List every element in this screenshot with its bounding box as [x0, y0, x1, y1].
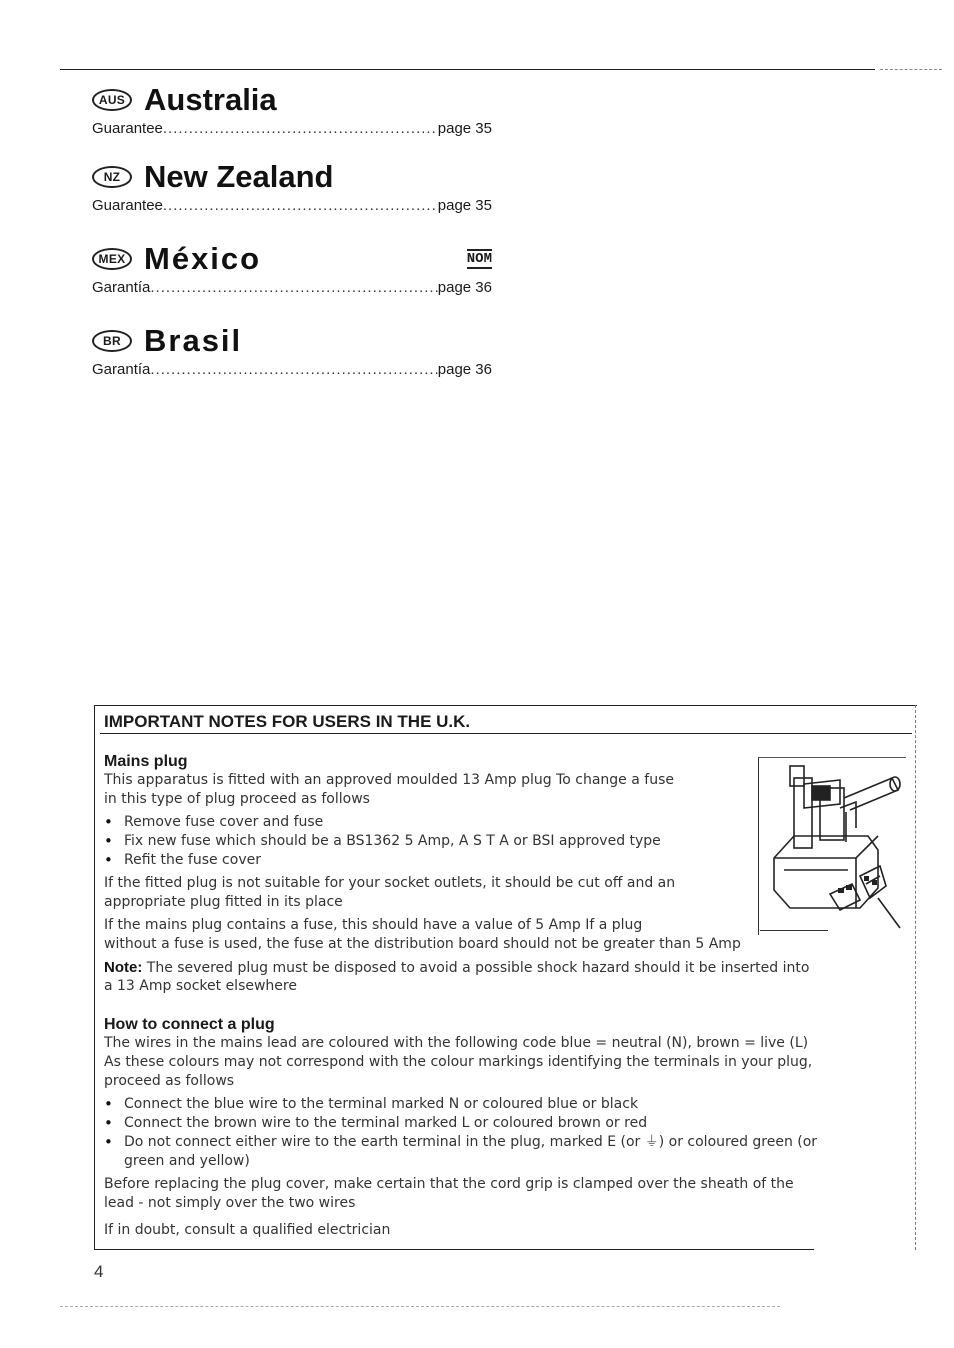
toc-page: page 35	[437, 120, 492, 137]
body-text-line: Before replacing the plug cover, make certain that the cord grip is clamped over the sheath of the	[104, 1176, 794, 1192]
list-item: • Refit the fuse cover	[104, 851, 261, 870]
toc-line[interactable]	[92, 120, 492, 137]
connect-text-line: The wires in the mains lead are coloured with the following code blue = neutral (N), brown = live (L)	[104, 1035, 809, 1051]
plug-illustration	[760, 758, 906, 934]
connect-text-line: proceed as follows	[104, 1073, 235, 1089]
note-line	[104, 958, 809, 978]
country-name: New Zealand	[144, 159, 334, 194]
country-name: Australia	[144, 82, 277, 117]
note-label: Note:	[104, 959, 143, 976]
list-item: • Connect the blue wire to the terminal marked N or coloured blue or black	[104, 1095, 638, 1114]
body-text-line: If the mains plug contains a fuse, this should have a value of 5 Amp If a plug	[104, 917, 643, 933]
list-item: • Fix new fuse which should be a BS1362 5 Amp, A S T A or BSI approved type	[104, 832, 661, 851]
list-item: • Do not connect either wire to the earth terminal in the plug, marked E (or ⏚) or coloured green (or	[104, 1133, 817, 1152]
toc-line[interactable]	[92, 197, 492, 214]
toc-leader	[163, 197, 438, 214]
toc-page: page 36	[437, 279, 492, 296]
body-text-line: If in doubt, consult a qualified electrician	[104, 1222, 391, 1238]
list-item-continuation: green and yellow)	[124, 1153, 250, 1169]
notes-box-edge	[915, 705, 916, 1250]
body-text-line: If the fitted plug is not suitable for your socket outlets, it should be cut off and an	[104, 875, 676, 891]
top-rule	[60, 69, 875, 70]
country-name: México	[144, 241, 262, 276]
country-mexico	[92, 241, 502, 296]
notes-title: IMPORTANT NOTES FOR USERS IN THE U.K.	[104, 712, 471, 731]
toc-leader	[150, 361, 437, 378]
connect-plug-heading: How to connect a plug	[104, 1016, 275, 1033]
country-badge: AUS	[92, 89, 132, 111]
mains-text-line: in this type of plug proceed as follows	[104, 791, 370, 807]
toc-leader	[163, 120, 438, 137]
toc-label: Garantía	[92, 279, 151, 296]
title-underline	[100, 733, 912, 734]
toc-label: Guarantee	[92, 197, 163, 214]
toc-label: Garantía	[92, 361, 151, 378]
body-text-line: lead - not simply over the two wires	[104, 1195, 356, 1211]
mains-text-line: This apparatus is fitted with an approved moulded 13 Amp plug To change a fuse	[104, 772, 674, 788]
country-new-zealand	[92, 159, 502, 214]
country-badge: BR	[92, 330, 132, 352]
country-badge: MEX	[92, 248, 132, 270]
country-australia	[92, 82, 502, 137]
toc-line[interactable]	[92, 279, 492, 296]
notes-box-bottom	[94, 1249, 814, 1250]
country-badge: NZ	[92, 166, 132, 188]
body-text-line: without a fuse is used, the fuse at the distribution board should not be greater than 5 Amp	[104, 936, 741, 952]
country-brasil	[92, 323, 502, 378]
toc-leader	[150, 279, 437, 296]
toc-label: Guarantee	[92, 120, 163, 137]
toc-line[interactable]	[92, 361, 492, 378]
connect-text-line: As these colours may not correspond with the colour markings identifying the terminals in your plug,	[104, 1054, 813, 1070]
country-name: Brasil	[144, 323, 243, 358]
list-item: • Connect the brown wire to the terminal marked L or coloured brown or red	[104, 1114, 647, 1133]
nom-certification-mark: NOM	[466, 251, 492, 267]
page-number: 4	[94, 1262, 104, 1281]
toc-page: page 35	[437, 197, 492, 214]
top-rule-tail	[880, 69, 942, 70]
body-text-line: appropriate plug fitted in its place	[104, 894, 343, 910]
scan-artifact	[60, 1306, 780, 1307]
mains-plug-heading: Mains plug	[104, 753, 188, 770]
note-text: The severed plug must be disposed to avoid a possible shock hazard should it be inserted into	[142, 960, 810, 976]
toc-page: page 36	[437, 361, 492, 378]
list-item: • Remove fuse cover and fuse	[104, 813, 323, 832]
body-text-line: a 13 Amp socket elsewhere	[104, 978, 297, 994]
